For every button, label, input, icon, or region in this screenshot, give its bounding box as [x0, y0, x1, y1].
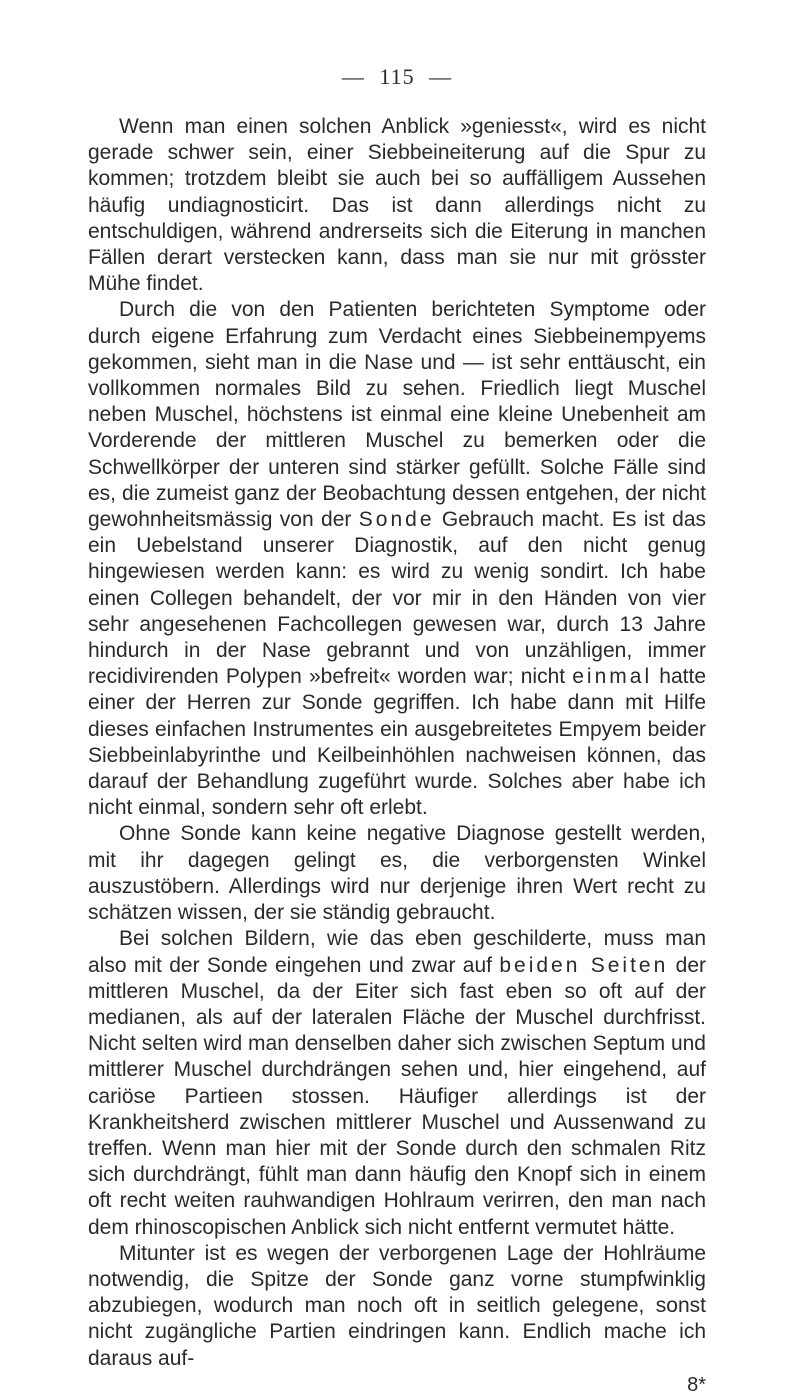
header-dash-left: —	[341, 64, 365, 89]
printer-signature: 8*	[687, 1373, 706, 1396]
body-text	[88, 114, 706, 1372]
book-page	[88, 64, 706, 1400]
emphasized-text: Sonde	[358, 508, 435, 532]
paragraph-text: der mittleren Muschel, da der Eiter sich fast eben so oft auf der medianen, als auf der lateralen Fläche der Muschel durchfrisst. Nicht selten wird man denselben daher sich zwischen Septum und mittlerer Muschel durchdrängen sehen und, hier eingehend, auf cariöse Partieen stossen. Häufiger allerdings ist der Krankheitsherd zwischen mittlerer Muschel und Aussenwand zu treffen. Wenn man hier mit der Sonde durch den schmalen Ritz sich durchdrängt, fühlt man dann häufig den Knopf sich in einem oft recht weiten rauhwandigen Hohlraum verirren, den man nach dem rhinoscopischen Anblick sich nicht entfernt vermutet hätte.	[88, 953, 706, 1239]
paragraph	[88, 297, 706, 821]
paragraph-text: Mitunter ist es wegen der verborgenen Lage der Hohlräume notwendig, die Spitze der Sonde ganz vorne stumpfwinklig abzubiegen, wodurch man noch oft in seitlich gelegene, sonst nicht zugängliche Partien eindringen kann. Endlich mache ich daraus auf-	[88, 1241, 706, 1370]
paragraph-text: Bei solchen Bildern, wie das eben geschilderte, muss man also mit der Sonde eingehen und zwar auf	[88, 927, 706, 977]
signature-row	[88, 1372, 706, 1400]
page-header	[88, 64, 706, 96]
header-dash-right: —	[429, 64, 453, 89]
emphasized-text: beiden Seiten	[499, 953, 669, 977]
emphasized-text: einmal	[572, 665, 653, 689]
paragraph-text: Gebrauch macht. Es ist das ein Uebelstand unserer Diagnostik, auf den nicht genug hingewiesen werden kann: es wird zu wenig sondirt. Ich habe einen Collegen behandelt, der vor mir in den Händen von vier sehr angesehenen Fachcollegen gewesen war, durch 13 Jahre hindurch in der Nase gebrannt und von unzähligen, immer recidivirenden Polypen »befreit« worden war; nicht	[88, 508, 706, 689]
paragraph-text: Ohne Sonde kann keine negative Diagnose gestellt werden, mit ihr dagegen gelingt es, die verborgensten Winkel auszustöbern. Allerdings wird nur derjenige ihren Wert recht zu schätzen wissen, der sie ständig gebraucht.	[88, 822, 706, 925]
paragraph-text: hatte einer der Herren zur Sonde gegriffen. Ich habe dann mit Hilfe dieses einfachen Instrumentes ein ausgebreitetes Empyem beider Siebbeinlabyrinthe und Keilbeinhöhlen nachweisen können, das darauf der Behandlung zugeführt wurde. Solches aber habe ich nicht einmal, sondern sehr oft erlebt.	[88, 665, 706, 820]
paragraph-text: Wenn man einen solchen Anblick »geniesst«, wird es nicht gerade schwer sein, einer Siebbeineiterung auf die Spur zu kommen; trotzdem bleibt sie auch bei so auffälligem Aussehen häufig undiagnosticirt. Das ist dann allerdings nicht zu entschuldigen, während andrerseits sich die Eiterung in manchen Fällen derart verstecken kann, dass man sie nur mit grösster Mühe findet.	[88, 115, 706, 296]
paragraph	[88, 821, 706, 926]
paragraph	[88, 114, 706, 297]
paragraph-text: Durch die von den Patienten berichteten Symptome oder durch eigene Erfahrung zum Verdacht eines Siebbeinempyems gekommen, sieht man in die Nase und — ist sehr enttäuscht, ein vollkommen normales Bild zu sehen. Friedlich liegt Muschel neben Muschel, höchstens ist einmal eine kleine Unebenheit am Vorderende der mittleren Muschel zu bemerken oder die Schwellkörper der unteren sind stärker gefüllt. Solche Fälle sind es, die zumeist ganz der Beobachtung dessen entgehen, der nicht gewohnheitsmässig von der	[88, 298, 706, 532]
paragraph	[88, 1241, 706, 1372]
paragraph	[88, 926, 706, 1240]
page-number: 115	[379, 64, 415, 89]
